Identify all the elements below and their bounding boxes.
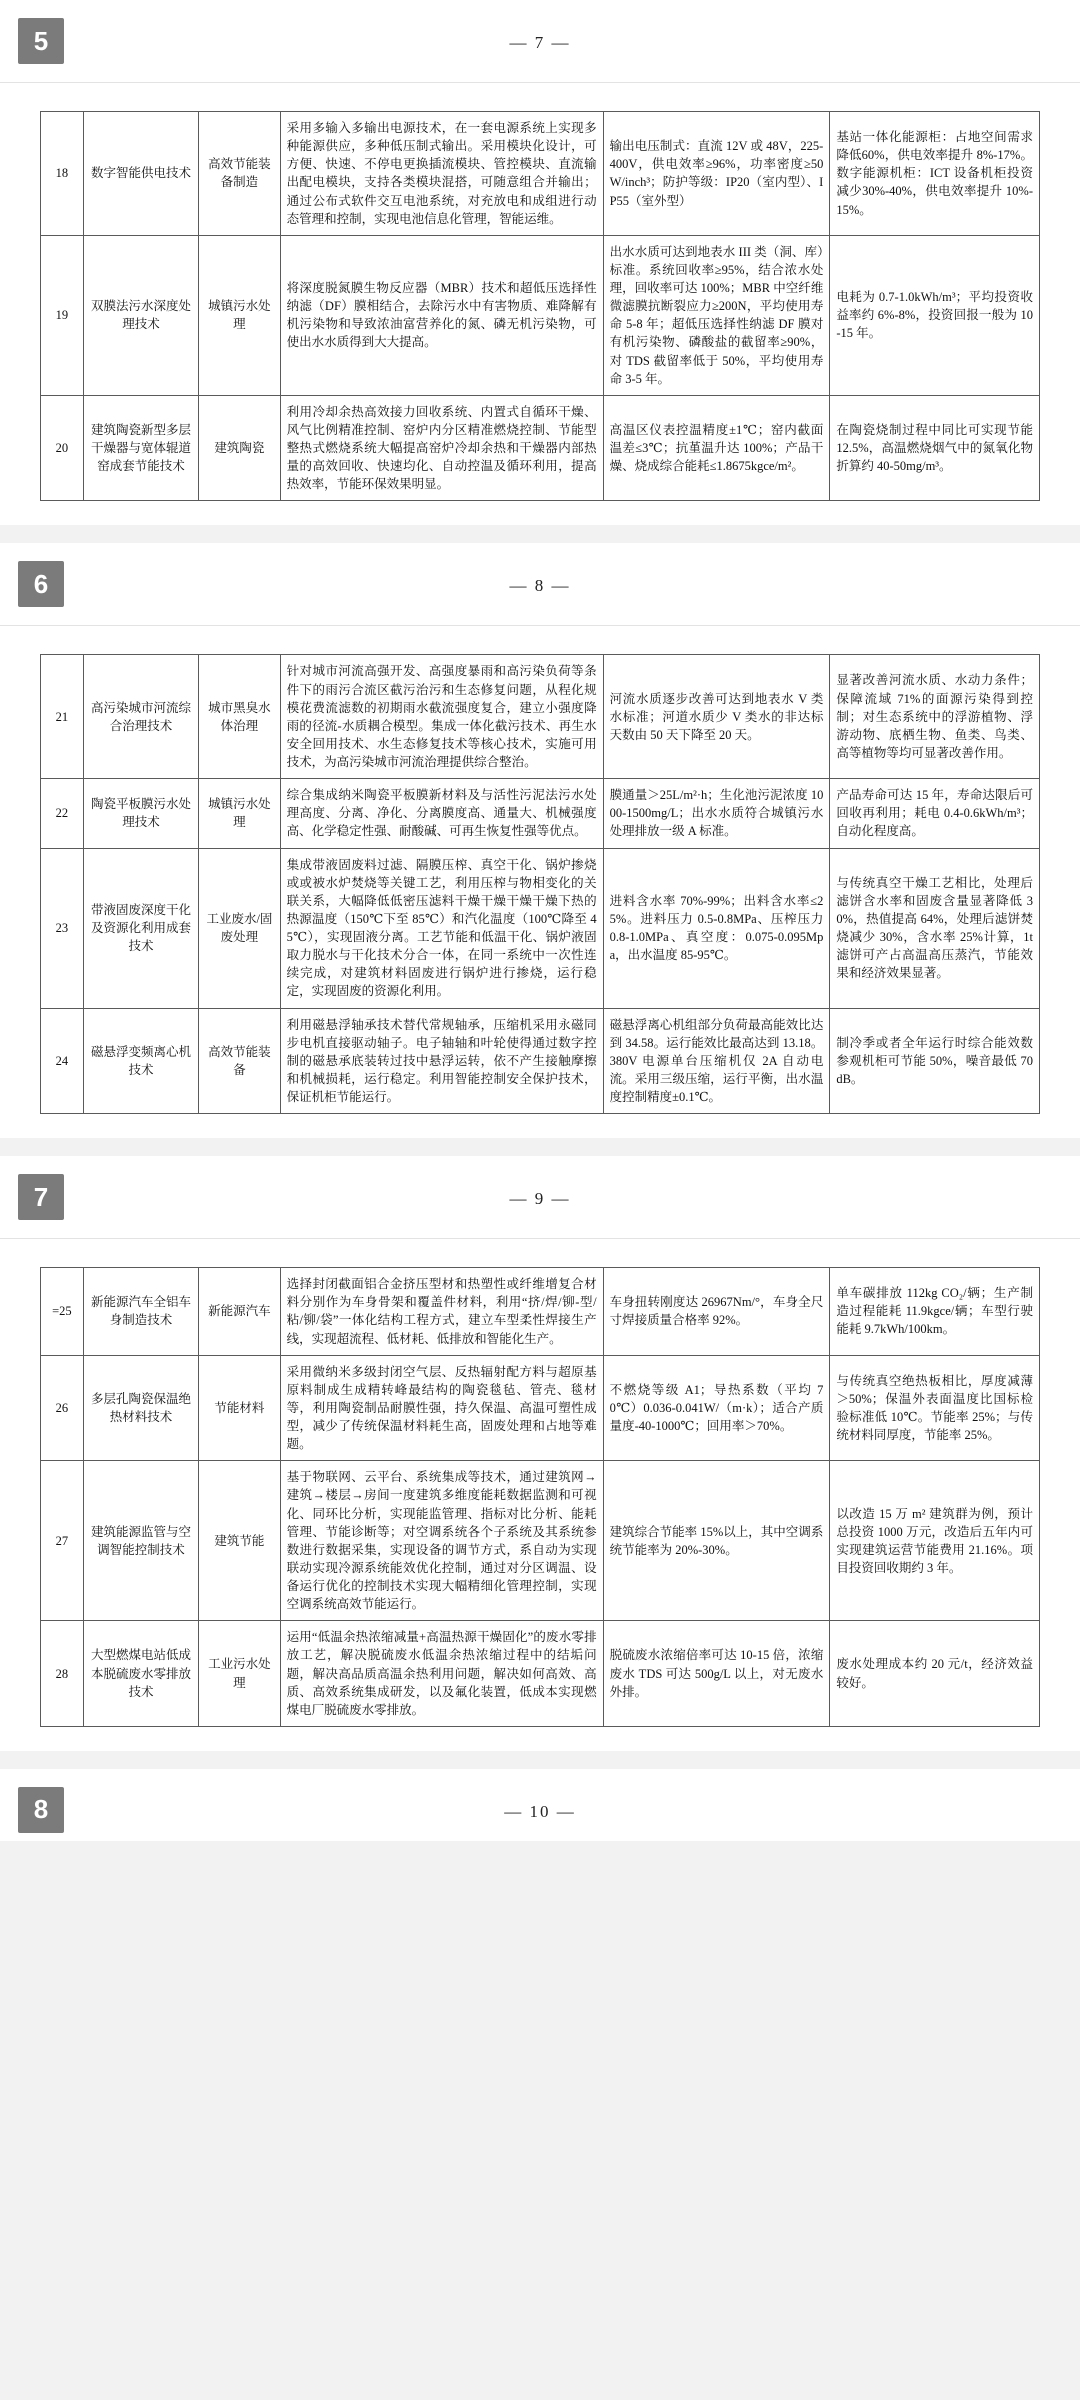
table-row <box>41 1008 1040 1114</box>
table-row <box>41 1355 1040 1461</box>
row-number: 20 <box>41 395 84 501</box>
tech-benefit: 制冷季或者全年运行时综合能效数参观机柜可节能 50%，噪音最低 70dB。 <box>830 1008 1040 1114</box>
tech-name: 建筑能源监管与空调智能控制技术 <box>83 1461 199 1621</box>
page-header-7: — 7 — <box>509 33 571 52</box>
tech-benefit: 单车碳排放 112kg CO₂/辆；生产制造过程能耗 11.9kgce/辆；车型行驶能耗 9.7kWh/100km。 <box>830 1268 1040 1356</box>
tech-field: 建筑节能 <box>199 1461 280 1621</box>
tech-name: 带液固废深度干化及资源化利用成套技术 <box>83 848 199 1008</box>
tech-description: 综合集成纳米陶瓷平板膜新材料及与活性污泥法污水处理高度、分离、净化、分离膜度高、通量大、机械强度高、化学稳定性强、耐酸碱、可再生恢复性强等优点。 <box>280 779 603 848</box>
row-number: 28 <box>41 1621 84 1727</box>
table-area-9 <box>0 1239 1080 1727</box>
tech-field: 城市黑臭水体治理 <box>199 655 280 779</box>
tech-description: 采用微纳米多级封闭空气层、反热辐射配方料与超原基原料制成生成精转峰最结构的陶瓷毯毡、管壳、毯材等，利用陶瓷制品耐膜性强，持久保温、高温可塑性成型，减少了传统保温材料耗生高，固废处理和占地等难题。 <box>280 1355 603 1461</box>
tech-field: 城镇污水处理 <box>199 779 280 848</box>
tech-description: 利用磁悬浮轴承技术替代常规轴承，压缩机采用永磁同步电机直接驱动轴子。电子轴轴和叶轮使得通过数字控制的磁悬承底装转过技中悬浮运转，依不产生接触摩擦和机械损耗，运行稳定。利用智能控制安全保护技术，保证机柜节能运行。 <box>280 1008 603 1114</box>
tech-field: 工业污水处理 <box>199 1621 280 1727</box>
tech-index: 输出电压制式：直流 12V 或 48V，225-400V，供电效率≥96%，功率密度≥50W/inch³；防护等级：IP20（室内型）、IP55（室外型） <box>603 112 830 236</box>
page-badge-7: 7 <box>18 1174 64 1220</box>
tech-catalog-table-7 <box>40 111 1040 501</box>
tech-name: 大型燃煤电站低成本脱硫废水零排放技术 <box>83 1621 199 1727</box>
table-area-8 <box>0 626 1080 1114</box>
tech-name: 建筑陶瓷新型多层干燥器与宽体辊道窑成套节能技术 <box>83 395 199 501</box>
tech-index: 高温区仪表控温精度±1℃；窑内截面温差≤3℃；抗堇温升达 100%；产品干燥、烧成综合能耗≤1.8675kgce/m²。 <box>603 395 830 501</box>
table-row <box>41 395 1040 501</box>
tech-index: 建筑综合节能率 15%以上，其中空调系统节能率为 20%-30%。 <box>603 1461 830 1621</box>
tech-description: 基于物联网、云平台、系统集成等技术，通过建筑网→建筑→楼层→房间一度建筑多维度能耗数据监测和可视化、同环比分析，实现能监管理、指标对比分析、能耗管理、节能诊断等；对空调系统各个子系统及其系统参数进行数据采集，实现设备的调节方式，系自动为实现联动实现冷源系统能效优化控制，通过对分区调温、设备运行优化的控制技术实现大幅精细化管理控制，实现空调系统高效节能运行。 <box>280 1461 603 1621</box>
tech-name: 多层孔陶瓷保温绝热材料技术 <box>83 1355 199 1461</box>
row-number: 27 <box>41 1461 84 1621</box>
tech-index: 磁悬浮离心机组部分负荷最高能效比达到 34.58。运行能效比最高达到 13.18。380V 电源单台压缩机仅 2A 自动电流。采用三级压缩，运行平衡，出水温度控制精度±0.1℃。 <box>603 1008 830 1114</box>
tech-field: 建筑陶瓷 <box>199 395 280 501</box>
tech-index: 进料含水率 70%-99%；出料含水率≤25%。进料压力 0.5-0.8MPa、压榨压力 0.8-1.0MPa、真空度：0.075-0.095Mpa，出水温度 85-95℃。 <box>603 848 830 1008</box>
tech-benefit: 显著改善河流水质、水动力条件；保障流域 71%的面源污染得到控制；对生态系统中的浮游植物、浮游动物、底栖生物、鱼类、鸟类、高等植物等均可显著改善作用。 <box>830 655 1040 779</box>
tech-name: 新能源汽车全铝车身制造技术 <box>83 1268 199 1356</box>
tech-index: 脱硫废水浓缩倍率可达 10-15 倍，浓缩废水 TDS 可达 500g/L 以上，对无废水外排。 <box>603 1621 830 1727</box>
document-page-8 <box>0 543 1080 1138</box>
table-row <box>41 235 1040 395</box>
tech-field: 工业废水/固废处理 <box>199 848 280 1008</box>
tech-index: 膜通量＞25L/m²·h；生化池污泥浓度 1000-1500mg/L；出水水质符合城镇污水处理排放一级 A 标准。 <box>603 779 830 848</box>
row-number: 23 <box>41 848 84 1008</box>
page-header-8: — 8 — <box>509 576 571 596</box>
table-row <box>41 848 1040 1008</box>
tech-index: 河流水质逐步改善可达到地表水 V 类水标准；河道水质少 V 类水的非达标天数由 50 天下降至 20 天。 <box>603 655 830 779</box>
row-number: =25 <box>41 1268 84 1356</box>
tech-name: 双膜法污水深度处理技术 <box>83 235 199 395</box>
tech-description: 运用“低温余热浓缩减量+高温热源干燥固化”的废水零排放工艺，解决脱硫废水低温余热浓缩过程中的结垢问题，解决高品质高温余热利用问题，解决如何高效、高质、高效系统集成研发，以及氟化装置，低成本实现燃煤电厂脱硫废水零排放。 <box>280 1621 603 1727</box>
tech-field: 节能材料 <box>199 1355 280 1461</box>
tech-benefit: 废水处理成本约 20 元/t，经济效益较好。 <box>830 1621 1040 1727</box>
table-row <box>41 779 1040 848</box>
tech-benefit: 与传统真空绝热板相比，厚度减薄＞50%；保温外表面温度比国标检验标准低 10℃。节能率 25%；与传统材料同厚度，节能率 25%。 <box>830 1355 1040 1461</box>
table-row <box>41 112 1040 236</box>
table-row <box>41 1268 1040 1356</box>
tech-description: 将深度脱氮膜生物反应器（MBR）技术和超低压选择性纳滤（DF）膜相结合，去除污水中有害物质、难降解有机污染物和导致浓油富营养化的氮、磷无机污染物，可使出水水质得到大大提高。 <box>280 235 603 395</box>
document-page-7 <box>0 0 1080 525</box>
row-number: 22 <box>41 779 84 848</box>
tech-index: 不燃烧等级 A1；导热系数（平均 70℃）0.036-0.041W/（m·k）；适合产质量度-40-1000℃；回用率＞70%。 <box>603 1355 830 1461</box>
tech-benefit: 与传统真空干燥工艺相比，处理后滤饼含水率和固废含量显著降低 30%，热值提高 64%，处理后滤饼焚烧减少 30%，含水率 25%计算，1t 滤饼可产占高温高压蒸汽，节能效果和经济效果显著。 <box>830 848 1040 1008</box>
tech-description: 选择封闭截面铝合金挤压型材和热塑性或纤维增复合材料分别作为车身骨架和覆盖件材料，利用“挤/焊/铆-型/粘/铆/袋”一体化结构工程方式，建立车型柔性焊接生产线，实现超流程、低材耗、低排放和智能化生产。 <box>280 1268 603 1356</box>
table-row <box>41 655 1040 779</box>
tech-name: 高污染城市河流综合治理技术 <box>83 655 199 779</box>
row-number: 21 <box>41 655 84 779</box>
tech-field: 新能源汽车 <box>199 1268 280 1356</box>
page-badge-5: 5 <box>18 18 64 64</box>
tech-field: 高效节能装备制造 <box>199 112 280 236</box>
page-header-9: — 9 — <box>509 1189 571 1209</box>
tech-benefit: 基站一体化能源柜：占地空间需求降低60%，供电效率提升 8%-17%。数字能源机柜：ICT 设备机柜投资减少30%-40%，供电效率提升 10%-15%。 <box>830 112 1040 236</box>
tech-field: 城镇污水处理 <box>199 235 280 395</box>
tech-benefit: 电耗为 0.7-1.0kWh/m³；平均投资收益率约 6%-8%，投资回报一般为 10-15 年。 <box>830 235 1040 395</box>
tech-description: 针对城市河流高强开发、高强度暴雨和高污染负荷等条件下的雨污合流区截污治污和生态修复问题，从程化规模花费流滤数的初期雨水截流强度复合，建立小强度降雨的径流-水质耦合模型。集成一体化截污技术、再生水安全回用技术、水生态修复技术等核心技术，实施可用技术，为高污染城市河流治理提供综合整治。 <box>280 655 603 779</box>
document-page-10 <box>0 1769 1080 1841</box>
row-number: 26 <box>41 1355 84 1461</box>
page-badge-6: 6 <box>18 561 64 607</box>
row-number: 18 <box>41 112 84 236</box>
tech-benefit: 以改造 15 万 m² 建筑群为例，预计总投资 1000 万元，改造后五年内可实现建筑运营节能费用 21.16%。项目投资回收期约 3 年。 <box>830 1461 1040 1621</box>
tech-description: 集成带液固废料过滤、隔膜压榨、真空干化、锅炉掺烧或或被水炉焚烧等关键工艺，利用压榨与物相变化的关联关系，大幅降低低密压滤料干燥干燥干燥干燥下热的热源温度（150℃下至 85℃）和汽化温度（100℃降至 45℃），实现固液分离。工艺节能和低温干化、锅炉液固取力脱水与干化技术分合一体，在同一系统中一次性连续完成，对建筑材料固废进行锅炉进行掺烧，运行稳定，实现固废的资源化利用。 <box>280 848 603 1008</box>
tech-catalog-table-9 <box>40 1267 1040 1727</box>
tech-name: 陶瓷平板膜污水处理技术 <box>83 779 199 848</box>
table-row <box>41 1461 1040 1621</box>
tech-field: 高效节能装备 <box>199 1008 280 1114</box>
tech-name: 数字智能供电技术 <box>83 112 199 236</box>
tech-index: 出水水质可达到地表水 III 类（洞、库）标准。系统回收率≥95%，结合浓水处理，回收率可达 100%；MBR 中空纤维微滤膜抗断裂应力≥200N，平均使用寿命 5-8 年；超低压选择性纳滤 DF 膜对有机污染物、磷酸盐的截留率≥90%，对 TDS 截留率低于 50%，平均使用寿命 3-5 年。 <box>603 235 830 395</box>
tech-description: 采用多输入多输出电源技术，在一套电源系统上实现多种能源供应，多种低压制式输出。采用模块化设计，可方便、快速、不停电更换插流模块、管控模块、直流输出配电模块，支持各类模块混搭，可随意组合并输出；通过公布式软件交互电池系统，对充放电和成组进行动态管理和控制，实现电池信息化管理，智能运维。 <box>280 112 603 236</box>
tech-name: 磁悬浮变频离心机技术 <box>83 1008 199 1114</box>
table-area-7 <box>0 83 1080 501</box>
tech-description: 利用冷却余热高效接力回收系统、内置式自循环干燥、风气比例精准控制、窑炉内分区精准燃烧控制、节能型整热式燃烧系统大幅提高窑炉冷却余热和干燥器内部热量的高效回收、快速均化、自动控温及循环利用，提高热效率，节能环保效果明显。 <box>280 395 603 501</box>
document-page-9 <box>0 1156 1080 1751</box>
tech-benefit: 在陶瓷烧制过程中同比可实现节能 12.5%，高温燃烧烟气中的氮氧化物折算约 40-50mg/m³。 <box>830 395 1040 501</box>
page-badge-8: 8 <box>18 1787 64 1833</box>
tech-benefit: 产品寿命可达 15 年，寿命达限后可回收再利用；耗电 0.4-0.6kWh/m³；自动化程度高。 <box>830 779 1040 848</box>
row-number: 19 <box>41 235 84 395</box>
page-header-10: — 10 — <box>504 1801 576 1821</box>
tech-catalog-table-8 <box>40 654 1040 1114</box>
table-row <box>41 1621 1040 1727</box>
row-number: 24 <box>41 1008 84 1114</box>
tech-index: 车身扭转刚度达 26967Nm/°，车身全尺寸焊接质量合格率 92%。 <box>603 1268 830 1356</box>
